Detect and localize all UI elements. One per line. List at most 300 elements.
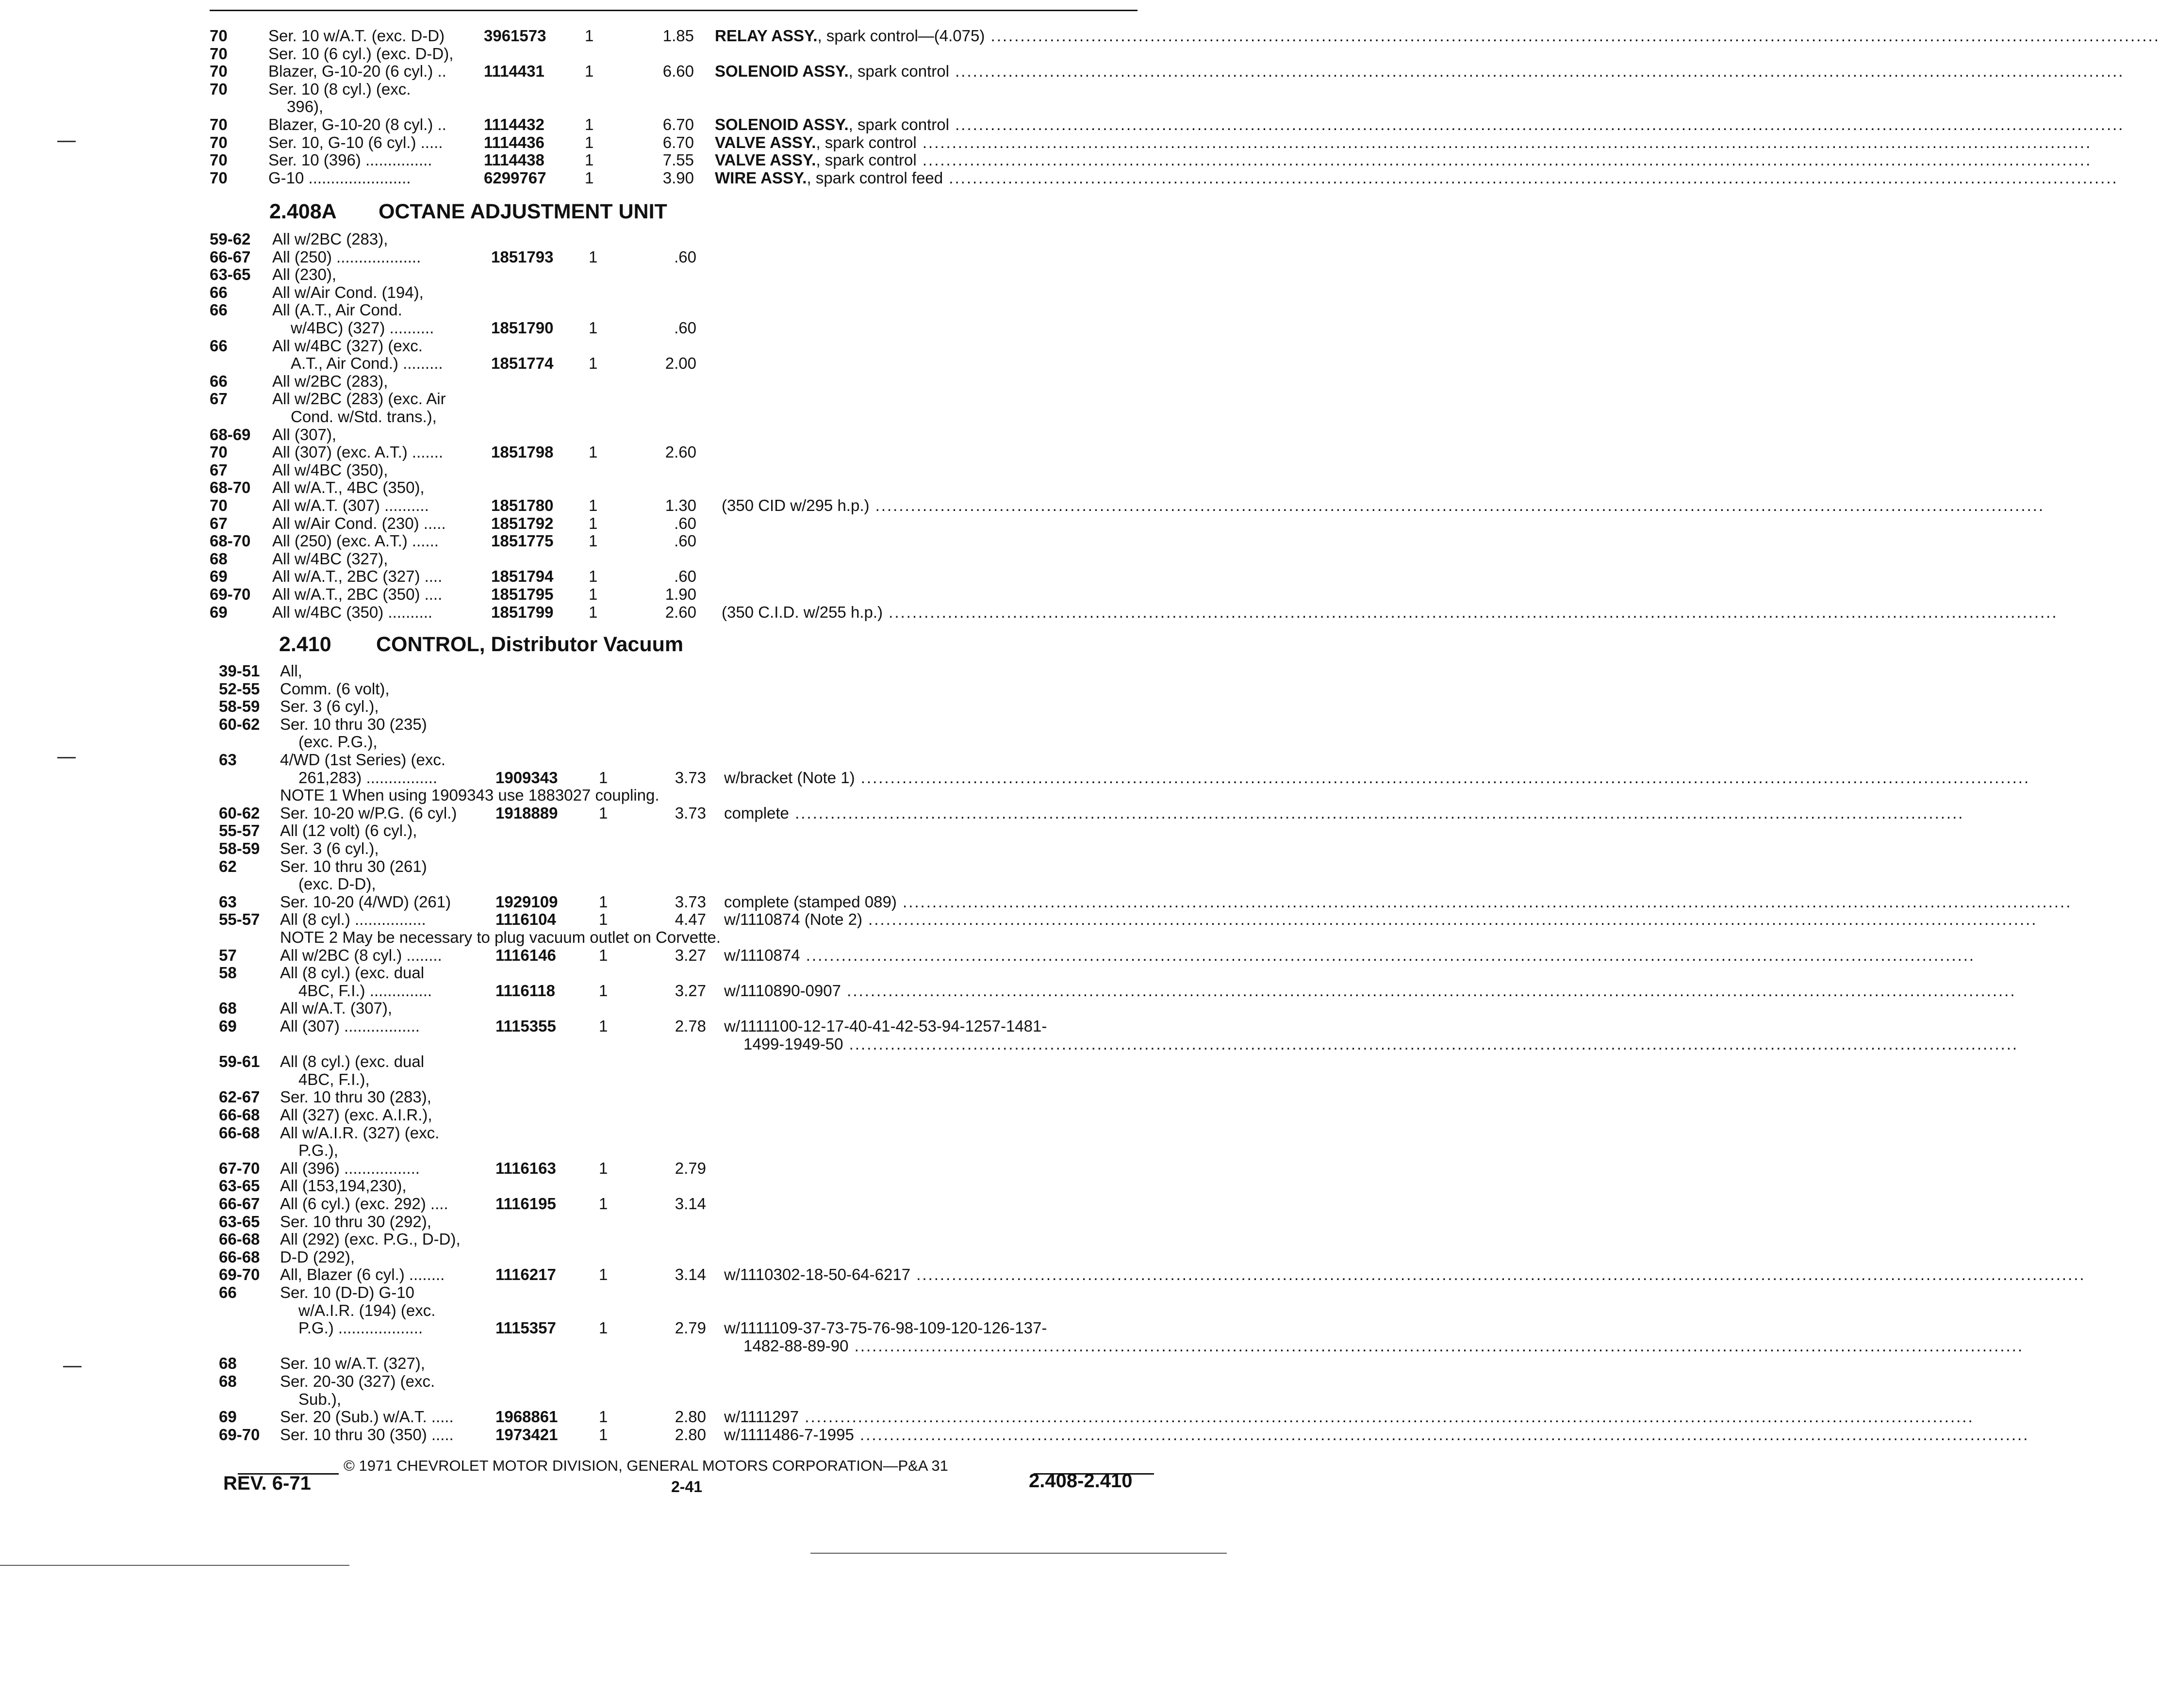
part-data-line — [0, 248, 1155, 266]
remark-continuation — [0, 1035, 2019, 1053]
part-number: 1115357 — [495, 1319, 556, 1337]
application-description: All (307), — [272, 425, 337, 443]
part-data-line — [0, 27, 2160, 45]
remarks — [724, 892, 2072, 911]
model-year: 68-69 — [210, 425, 251, 443]
application-description: All w/A.I.R. (327) (exc. — [280, 1123, 440, 1142]
application-description: Comm. (6 volt), — [280, 679, 390, 698]
model-year: 60-62 — [219, 715, 260, 733]
model-year: 58-59 — [219, 697, 260, 716]
quantity: 1 — [599, 1195, 608, 1213]
margin-mark — [57, 757, 76, 758]
model-year: 69 — [219, 1017, 237, 1035]
part-number: 1851792 — [491, 514, 554, 532]
list-price: 2.60 — [665, 603, 696, 621]
heading-title: OCTANE ADJUSTMENT UNIT — [379, 200, 667, 223]
application-description: Ser. 10 (396) ............... — [268, 151, 432, 169]
list-price: 3.14 — [675, 1195, 706, 1213]
model-year: 62 — [219, 857, 237, 875]
remark-continuation — [0, 1336, 2024, 1355]
application-description: Ser. 10 thru 30 (350) ..... — [280, 1425, 454, 1444]
application-description: All w/4BC (350), — [272, 460, 388, 479]
leader-dots: ...................................................................................................................................................................................................... — [949, 115, 2125, 133]
scan-line — [0, 1565, 349, 1566]
part-data-line — [0, 946, 1976, 964]
remark-text: w/1111100-12-17-40-41-42-53-94-1257-1481- — [724, 1017, 1047, 1035]
part-data-line — [0, 981, 2016, 1000]
model-year: 67 — [210, 514, 228, 532]
list-price: 1.90 — [665, 585, 696, 603]
application-description: Ser. 3 (6 cyl.), — [280, 839, 379, 857]
list-price: .60 — [674, 319, 696, 337]
list-price: 2.79 — [675, 1319, 706, 1337]
model-year: 66 — [210, 372, 228, 390]
remark-text: spark control feed — [811, 168, 943, 187]
application-description: Ser. 10-20 (4/WD) (261) — [280, 892, 451, 911]
quantity: 1 — [599, 981, 608, 1000]
model-year: 59-62 — [210, 230, 251, 248]
part-data-line — [0, 892, 2072, 911]
model-year: 66-68 — [219, 1248, 260, 1266]
application-description: D-D (292), — [280, 1248, 355, 1266]
application-description: All (A.T., Air Cond. — [272, 301, 402, 319]
part-number: 1929109 — [495, 892, 558, 911]
application-description: All w/2BC (283), — [272, 372, 388, 390]
leader-dots: ...................................................................................................................................................................................................... — [949, 62, 2125, 81]
remark-text: w/1111486-7-1995 — [724, 1425, 854, 1444]
model-year: 68-70 — [210, 532, 251, 550]
model-year: 70 — [210, 44, 228, 63]
application-description: (exc. P.G.), — [298, 733, 378, 751]
model-year: 68 — [219, 999, 237, 1018]
part-data-line — [0, 910, 2038, 929]
remark-text: w/1111297 — [724, 1408, 799, 1426]
model-year: 70 — [210, 62, 228, 81]
part-data-line — [0, 804, 1964, 822]
model-year: 68 — [210, 549, 228, 568]
quantity: 1 — [599, 1425, 608, 1444]
part-data-line — [0, 496, 2045, 514]
part-name: VALVE ASSY. — [715, 133, 816, 151]
application-description: w/4BC) (327) .......... — [291, 319, 434, 337]
section-heading-2410 — [279, 633, 958, 657]
model-year: 67-70 — [219, 1159, 260, 1177]
part-number: 1851798 — [491, 443, 554, 461]
section-heading-2408a — [269, 200, 949, 224]
list-price: 3.73 — [675, 804, 706, 822]
part-name: RELAY ASSY. — [715, 27, 818, 45]
heading-title — [376, 633, 683, 656]
model-year: 66-68 — [219, 1123, 260, 1142]
model-year: 70 — [210, 443, 228, 461]
model-year: 66-67 — [210, 247, 251, 266]
heading-number: 2.410 — [279, 633, 331, 656]
part-number: 1851790 — [491, 319, 554, 337]
model-year: 67 — [210, 460, 228, 479]
part-data-line — [0, 1319, 1155, 1337]
model-year: 52-55 — [219, 679, 260, 698]
model-year: 60-62 — [219, 804, 260, 822]
application-description: All (292) (exc. P.G., D-D), — [280, 1230, 461, 1248]
model-year: 63 — [219, 751, 237, 769]
application-description: All (8 cyl.) (exc. dual — [280, 1052, 425, 1071]
part-data-line — [0, 603, 2058, 621]
application-description: Ser. 10 w/A.T. (327), — [280, 1354, 425, 1373]
application-description: Ser. 10, G-10 (6 cyl.) ..... — [268, 133, 443, 151]
application-description: All w/A.T. (307) .......... — [272, 496, 429, 514]
leader-dots: ...................................................................................................................................................................................................... — [800, 946, 1976, 964]
quantity: 1 — [589, 443, 598, 461]
remarks — [724, 804, 1964, 822]
application-description: 4BC, F.I.), — [298, 1070, 370, 1088]
model-year: 58-59 — [219, 839, 260, 857]
application-description: All (8 cyl.) ................ — [280, 910, 426, 929]
application-description: Ser. 10 w/A.T. (exc. D-D) — [268, 27, 445, 45]
part-data-line — [0, 1425, 2029, 1444]
leader-dots: ...................................................................................................................................................................................................... — [910, 1265, 2086, 1284]
model-year: 55-57 — [219, 910, 260, 929]
quantity: 1 — [585, 133, 594, 151]
leader-dots: ...................................................................................................................................................................................................... — [916, 151, 2092, 169]
application-description: All w/A.T., 2BC (350) .... — [272, 585, 443, 603]
list-price: .60 — [674, 567, 696, 586]
model-year: 66 — [210, 336, 228, 355]
list-price: .60 — [674, 514, 696, 532]
quantity: 1 — [599, 946, 608, 964]
footer-copyright: © 1971 CHEVROLET MOTOR DIVISION, GENERAL MOTORS CORPORATION—P&A 31 — [344, 1457, 948, 1474]
quantity: 1 — [599, 1159, 608, 1177]
remark-text: 1482-88-89-90 — [743, 1336, 849, 1355]
leader-dots: ...................................................................................................................................................................................................... — [916, 133, 2092, 151]
part-data-line — [0, 168, 2118, 187]
quantity: 1 — [589, 585, 598, 603]
part-number: 1968861 — [495, 1408, 558, 1426]
remarks — [724, 1018, 1143, 1035]
model-year: 67 — [210, 390, 228, 408]
list-price: .60 — [674, 247, 696, 266]
application-description: Ser. 20 (Sub.) w/A.T. ..... — [280, 1408, 454, 1426]
application-description: G-10 ....................... — [268, 168, 411, 187]
model-year: 68 — [219, 1354, 237, 1373]
part-number: 1114438 — [484, 151, 544, 169]
remarks: WIRE ASSY., spark control feed ...................................................................................................................................................................................................... — [715, 168, 2118, 187]
application-description: All w/A.T., 2BC (327) .... — [272, 567, 443, 586]
remarks: SOLENOID ASSY., spark control ...................................................................................................................................................................................................... — [715, 62, 2125, 81]
model-year: 66 — [219, 1283, 237, 1301]
remarks — [743, 1336, 2024, 1355]
part-number: 1851795 — [491, 585, 554, 603]
leader-dots: ...................................................................................................................................................................................................... — [841, 981, 2016, 1000]
application-description: All w/A.T. (307), — [280, 999, 393, 1018]
part-number: 1851774 — [491, 354, 554, 373]
part-name: WIRE ASSY. — [715, 168, 807, 187]
application-description: Ser. 10 thru 30 (292), — [280, 1212, 431, 1231]
quantity: 1 — [589, 532, 598, 550]
model-year: 69-70 — [219, 1425, 260, 1444]
part-data-line — [0, 1265, 2086, 1284]
remarks — [724, 1319, 1143, 1337]
model-year: 69 — [210, 603, 228, 621]
model-year: 70 — [210, 151, 228, 169]
heading-title-bold: CONTROL, — [376, 633, 485, 656]
part-number: 1114431 — [484, 62, 544, 81]
part-data-line — [0, 62, 2125, 81]
application-description: All (12 volt) (6 cyl.), — [280, 821, 417, 840]
part-number: 1116163 — [495, 1159, 556, 1177]
application-description: (exc. D-D), — [298, 875, 376, 893]
model-year: 70 — [210, 496, 228, 514]
remark-text: w/1111109-37-73-75-76-98-109-120-126-137- — [724, 1319, 1047, 1337]
leader-dots: ...................................................................................................................................................................................................... — [799, 1408, 1974, 1426]
list-price: 3.14 — [675, 1265, 706, 1284]
application-description: All w/2BC (8 cyl.) ........ — [280, 946, 442, 964]
model-year: 39-51 — [219, 662, 260, 680]
remarks: VALVE ASSY., spark control ...................................................................................................................................................................................................... — [715, 133, 2092, 151]
model-year: 70 — [210, 80, 228, 98]
application-description: Ser. 10 thru 30 (283), — [280, 1088, 431, 1106]
quantity: 1 — [599, 1319, 608, 1337]
application-description: Ser. 20-30 (327) (exc. — [280, 1372, 435, 1390]
model-year: 66 — [210, 283, 228, 301]
model-year: 57 — [219, 946, 237, 964]
list-price: 1.85 — [662, 27, 694, 45]
quantity: 1 — [589, 247, 598, 266]
remark-text: spark control — [853, 115, 949, 133]
list-price: 3.90 — [662, 168, 694, 187]
leader-dots: ...................................................................................................................................................................................................... — [855, 768, 2030, 787]
application-description: Cond. w/Std. trans.), — [291, 408, 437, 426]
remarks — [724, 1265, 2086, 1284]
note-text: NOTE 2 May be necessary to plug vacuum outlet on Corvette. — [280, 928, 721, 946]
part-number: 3961573 — [484, 27, 546, 45]
quantity: 1 — [585, 62, 594, 81]
part-number: 1116104 — [495, 910, 556, 929]
list-price: 2.78 — [675, 1017, 706, 1035]
part-number: 1973421 — [495, 1425, 558, 1444]
margin-mark — [63, 1366, 82, 1367]
model-year: 66 — [210, 301, 228, 319]
list-price: 1.30 — [665, 496, 696, 514]
quantity: 1 — [585, 27, 594, 45]
list-price: 6.60 — [662, 62, 694, 81]
model-year: 68-70 — [210, 478, 251, 497]
part-number: 1851794 — [491, 567, 554, 586]
application-description: All w/4BC (327) (exc. — [272, 336, 423, 355]
remarks — [724, 910, 2038, 929]
model-year: 63-65 — [219, 1177, 260, 1195]
quantity: 1 — [589, 567, 598, 586]
application-description: All w/2BC (283), — [272, 230, 388, 248]
model-year: 70 — [210, 115, 228, 133]
part-data-line — [0, 151, 2092, 169]
part-data-line — [0, 1018, 1155, 1035]
part-data-line — [0, 568, 1155, 585]
note-text: NOTE 1 When using 1909343 use 1883027 coupling. — [280, 786, 660, 805]
quantity: 1 — [589, 319, 598, 337]
application-description: 4BC, F.I.) .............. — [298, 981, 432, 1000]
model-year: 58 — [219, 964, 237, 982]
part-number: 1851780 — [491, 496, 554, 514]
footer-section-range: 2.408-2.410 — [1029, 1470, 1133, 1492]
application-description: All (250) (exc. A.T.) ...... — [272, 532, 439, 550]
quantity: 1 — [589, 603, 598, 621]
margin-mark — [57, 141, 76, 142]
part-data-line — [0, 115, 2125, 133]
remark-text: spark control — [853, 62, 949, 81]
model-year: 63 — [219, 892, 237, 911]
quantity: 1 — [589, 354, 598, 373]
part-data-line — [0, 443, 1155, 461]
application-description: 4/WD (1st Series) (exc. — [280, 751, 446, 769]
model-year: 69 — [219, 1408, 237, 1426]
model-year: 69-70 — [210, 585, 251, 603]
top-rule — [210, 10, 1138, 11]
leader-dots: ...................................................................................................................................................................................................... — [862, 910, 2038, 929]
remark-text: w/1110890-0907 — [724, 981, 841, 1000]
application-description: Ser. 10 (6 cyl.) (exc. D-D), — [268, 44, 454, 63]
application-description: Ser. 10 (D-D) G-10 — [280, 1283, 414, 1301]
part-number: 1116118 — [495, 981, 556, 1000]
application-description: All, — [280, 662, 302, 680]
list-price: 2.80 — [675, 1425, 706, 1444]
part-number: 1909343 — [495, 768, 558, 787]
part-number: 1116217 — [495, 1265, 556, 1284]
quantity: 1 — [589, 514, 598, 532]
part-number: 1114432 — [484, 115, 544, 133]
application-description: Ser. 3 (6 cyl.), — [280, 697, 379, 716]
application-description: Ser. 10 thru 30 (261) — [280, 857, 427, 875]
model-year: 70 — [210, 27, 228, 45]
application-description: All (230), — [272, 265, 337, 284]
remark-text: w/1110874 — [724, 946, 800, 964]
remarks: VALVE ASSY., spark control ...................................................................................................................................................................................................... — [715, 151, 2092, 169]
model-year: 66-67 — [219, 1195, 260, 1213]
model-year: 63-65 — [210, 265, 251, 284]
application-description: All w/4BC (350) .......... — [272, 603, 433, 621]
quantity: 1 — [599, 1408, 608, 1426]
remarks — [722, 603, 2058, 621]
application-description: All (307) ................. — [280, 1017, 420, 1035]
leader-dots: ...................................................................................................................................................................................................... — [843, 1035, 2019, 1053]
leader-dots: ...................................................................................................................................................................................................... — [896, 892, 2072, 911]
part-number: 1115355 — [495, 1017, 556, 1035]
quantity: 1 — [599, 892, 608, 911]
footer-page-number: 2-41 — [671, 1478, 703, 1495]
application-description: All (396) ................. — [280, 1159, 420, 1177]
part-number: 1851799 — [491, 603, 554, 621]
heading-title-rest: Distributor Vacuum — [485, 633, 684, 656]
list-price: 2.80 — [675, 1408, 706, 1426]
model-year: 66-68 — [219, 1230, 260, 1248]
model-year: 62-67 — [219, 1088, 260, 1106]
application-description: Blazer, G-10-20 (6 cyl.) .. — [268, 62, 446, 81]
part-number: 1851793 — [491, 247, 554, 266]
list-price: 3.73 — [675, 768, 706, 787]
part-data-line — [0, 319, 1155, 337]
model-year: 70 — [210, 133, 228, 151]
application-description: All w/2BC (283) (exc. Air — [272, 390, 446, 408]
application-description: Sub.), — [298, 1390, 342, 1408]
application-description: w/A.I.R. (194) (exc. — [298, 1301, 436, 1319]
list-price: .60 — [674, 532, 696, 550]
model-year: 63-65 — [219, 1212, 260, 1231]
part-number: 6299767 — [484, 168, 546, 187]
leader-dots: ...................................................................................................................................................................................................... — [848, 1336, 2024, 1355]
list-price: 4.47 — [675, 910, 706, 929]
quantity: 1 — [585, 115, 594, 133]
remarks: SOLENOID ASSY., spark control ...................................................................................................................................................................................................... — [715, 115, 2125, 133]
part-data-line — [0, 1160, 1155, 1177]
application-description: All (250) ................... — [272, 247, 421, 266]
remark-text: complete (stamped 089) — [724, 892, 897, 911]
footer-revision: REV. 6-71 — [223, 1473, 311, 1494]
remark-text: spark control—(4.075) — [822, 27, 985, 45]
remark-text: (350 CID w/295 h.p.) — [722, 496, 870, 514]
part-number: 1851775 — [491, 532, 554, 550]
part-number: 1116195 — [495, 1195, 556, 1213]
leader-dots: ...................................................................................................................................................................................................... — [882, 603, 2058, 621]
leader-dots: ...................................................................................................................................................................................................... — [789, 804, 1964, 822]
remarks — [743, 1035, 2019, 1053]
remarks — [722, 496, 2045, 514]
quantity: 1 — [599, 804, 608, 822]
leader-dots: ...................................................................................................................................................................................................... — [854, 1425, 2029, 1444]
scan-line — [810, 1553, 1227, 1554]
application-description: All w/Air Cond. (194), — [272, 283, 424, 301]
application-description: Ser. 10 thru 30 (235) — [280, 715, 427, 733]
part-name: SOLENOID ASSY. — [715, 115, 849, 133]
remarks — [724, 768, 2030, 787]
part-data-line — [0, 515, 1155, 532]
remarks — [724, 1408, 1974, 1426]
model-year: 59-61 — [219, 1052, 260, 1071]
quantity: 1 — [599, 1017, 608, 1035]
model-year: 68 — [219, 1372, 237, 1390]
heading-number: 2.408A — [269, 200, 337, 223]
list-price: 2.79 — [675, 1159, 706, 1177]
quantity: 1 — [585, 168, 594, 187]
leader-dots: ...................................................................................................................................................................................................... — [985, 27, 2160, 45]
list-price: 2.60 — [665, 443, 696, 461]
list-price: 6.70 — [662, 133, 694, 151]
remarks — [724, 981, 2016, 1000]
part-data-line — [0, 133, 2092, 151]
leader-dots: ...................................................................................................................................................................................................... — [943, 168, 2118, 187]
application-description: All (6 cyl.) (exc. 292) .... — [280, 1195, 448, 1213]
application-description: Blazer, G-10-20 (8 cyl.) .. — [268, 115, 446, 133]
leader-dots: ...................................................................................................................................................................................................... — [869, 496, 2045, 514]
remark-text: w/bracket (Note 1) — [724, 768, 855, 787]
list-price: 2.00 — [665, 354, 696, 373]
part-name: SOLENOID ASSY. — [715, 62, 849, 81]
part-number: 1116146 — [495, 946, 556, 964]
application-description: Ser. 10-20 w/P.G. (6 cyl.) — [280, 804, 457, 822]
remark-text: spark control — [820, 133, 917, 151]
application-description: 261,283) ................ — [298, 768, 438, 787]
list-price: 3.27 — [675, 946, 706, 964]
part-number: 1918889 — [495, 804, 558, 822]
quantity: 1 — [599, 1265, 608, 1284]
application-description: A.T., Air Cond.) ......... — [291, 354, 443, 373]
list-price: 3.73 — [675, 892, 706, 911]
application-description: All w/Air Cond. (230) ..... — [272, 514, 446, 532]
part-data-line — [0, 768, 2030, 787]
model-year: 69-70 — [219, 1265, 260, 1284]
part-data-line — [0, 1195, 1155, 1213]
application-description: All (153,194,230), — [280, 1177, 407, 1195]
application-description: Ser. 10 (8 cyl.) (exc. — [268, 80, 411, 98]
part-data-line — [0, 532, 1155, 550]
